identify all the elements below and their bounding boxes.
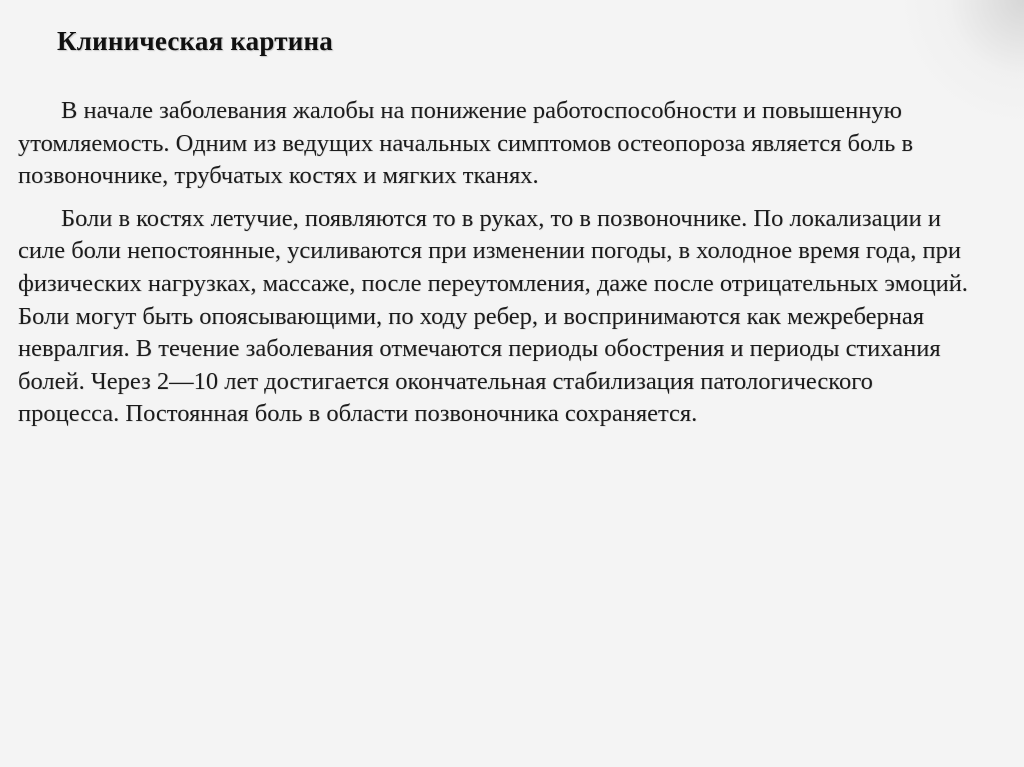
paragraph-2: Боли в костях летучие, появляются то в руках, то в позвоночнике. По локализации и силе боли непостоянные, усиливаются при изменении погоды, в холодное время года, при физических нагрузках, массаже, после переутомления, даже после отрицательных эмоций. Боли могут быть опоясывающими, по ходу ребер, и воспринимаются как межреберная невралгия. В течение заболевания отмечаются периоды обострения и периоды стихания болей. Через 2—10 лет достигается окончательная стабилизация патологического процесса. Постоянная боль в области позвоночника сохраняется. [18,204,968,428]
slide-title: Клиническая картина [57,26,333,56]
paragraph-1: В начале заболевания жалобы на понижение работоспособности и повышенную утомляемость. Одним из ведущих начальных симптомов остеопороза является боль в позвоночнике, трубчатых костях и мягких тканях. [18,97,914,190]
slide-body [18,95,968,441]
